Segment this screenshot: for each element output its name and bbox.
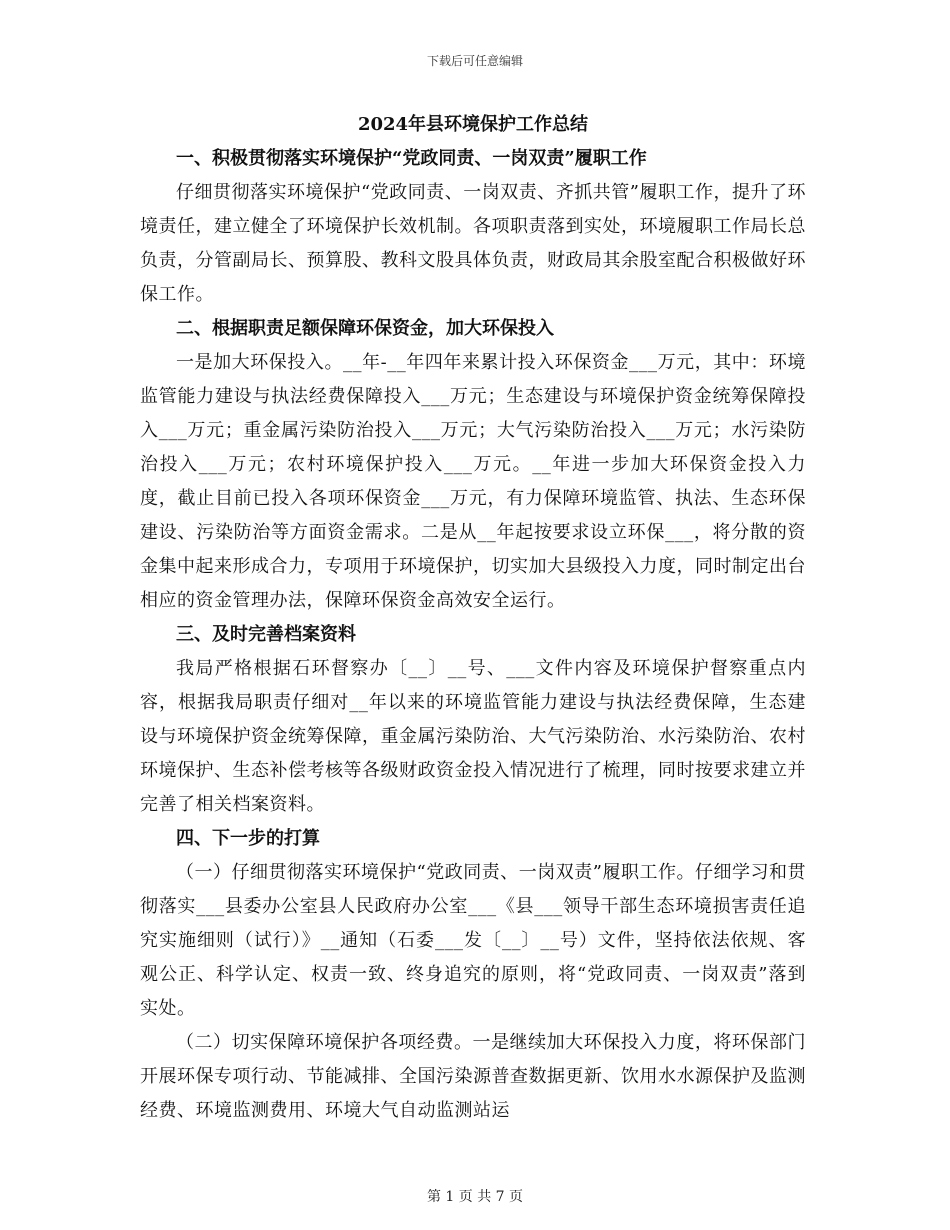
section-4-paragraph-1: （一）仔细贯彻落实环境保护“党政同责、一岗双责”履职工作。仔细学习和贯彻落实___县委办公室县人民政府办公室___《县___领导干部生态环境损害责任追究实施细则（试行）》__通知（石委___发〔__〕__号）文件，坚持依法依规、客观公正、科学认定、权责一致、终身追究的原则，将“党政同责、一岗双责”落到实处。 — [140, 862, 806, 1019]
page-header-note: 下载后可任意编辑 — [426, 54, 523, 68]
section-heading-1: 一、积极贯彻落实环境保护“党政同责、一岗双责”履职工作 — [176, 148, 647, 169]
page-number: 第 1 页 共 7 页 — [426, 1189, 524, 1205]
section-heading-4: 四、下一步的打算 — [176, 828, 320, 849]
section-heading-2: 二、根据职责足额保障环保资金，加大环保投入 — [176, 318, 554, 339]
document-body — [140, 108, 806, 1128]
section-2-paragraph-1: 一是加大环保投入。__年-__年四年来累计投入环保资金___万元，其中：环境监管能力建设与执法经费保障投入___万元；生态建设与环境保护资金统筹保障投入___万元；重金属污染防治投入___万元；大气污染防治投入___万元；水污染防治投入___万元；农村环境保护投入___万元。__年进一步加大环保资金投入力度，截止目前已投入各项环保资金___万元，有力保障环境监管、执法、生态环保建设、污染防治等方面资金需求。二是从__年起按要求设立环保___，将分散的资金集中起来形成合力，专项用于环境保护，切实加大县级投入力度，同时制定出台相应的资金管理办法，保障环保资金高效安全运行。 — [140, 352, 806, 611]
section-4-paragraph-2: （二）切实保障环境保护各项经费。一是继续加大环保投入力度，将环保部门开展环保专项行动、节能减排、全国污染源普查数据更新、饮用水水源保护及监测经费、环境监测费用、环境大气自动监测站运 — [140, 1032, 806, 1121]
section-1-paragraph-1: 仔细贯彻落实环境保护“党政同责、一岗双责、齐抓共管”履职工作，提升了环境责任，建立健全了环境保护长效机制。各项职责落到实处，环境履职工作局长总负责，分管副局长、预算股、教科文股具体负责，财政局其余股室配合积极做好环保工作。 — [140, 182, 806, 305]
section-3-paragraph-1: 我局严格根据石环督察办〔__〕__号、___文件内容及环境保护督察重点内容，根据我局职责仔细对__年以来的环境监管能力建设与执法经费保障，生态建设与环境保护资金统筹保障，重金属污染防治、大气污染防治、水污染防治、农村环境保护、生态补偿考核等各级财政资金投入情况进行了梳理，同时按要求建立并完善了相关档案资料。 — [140, 658, 806, 815]
section-heading-3: 三、及时完善档案资料 — [176, 624, 356, 645]
document-title: 2024年县环境保护工作总结 — [357, 114, 589, 135]
